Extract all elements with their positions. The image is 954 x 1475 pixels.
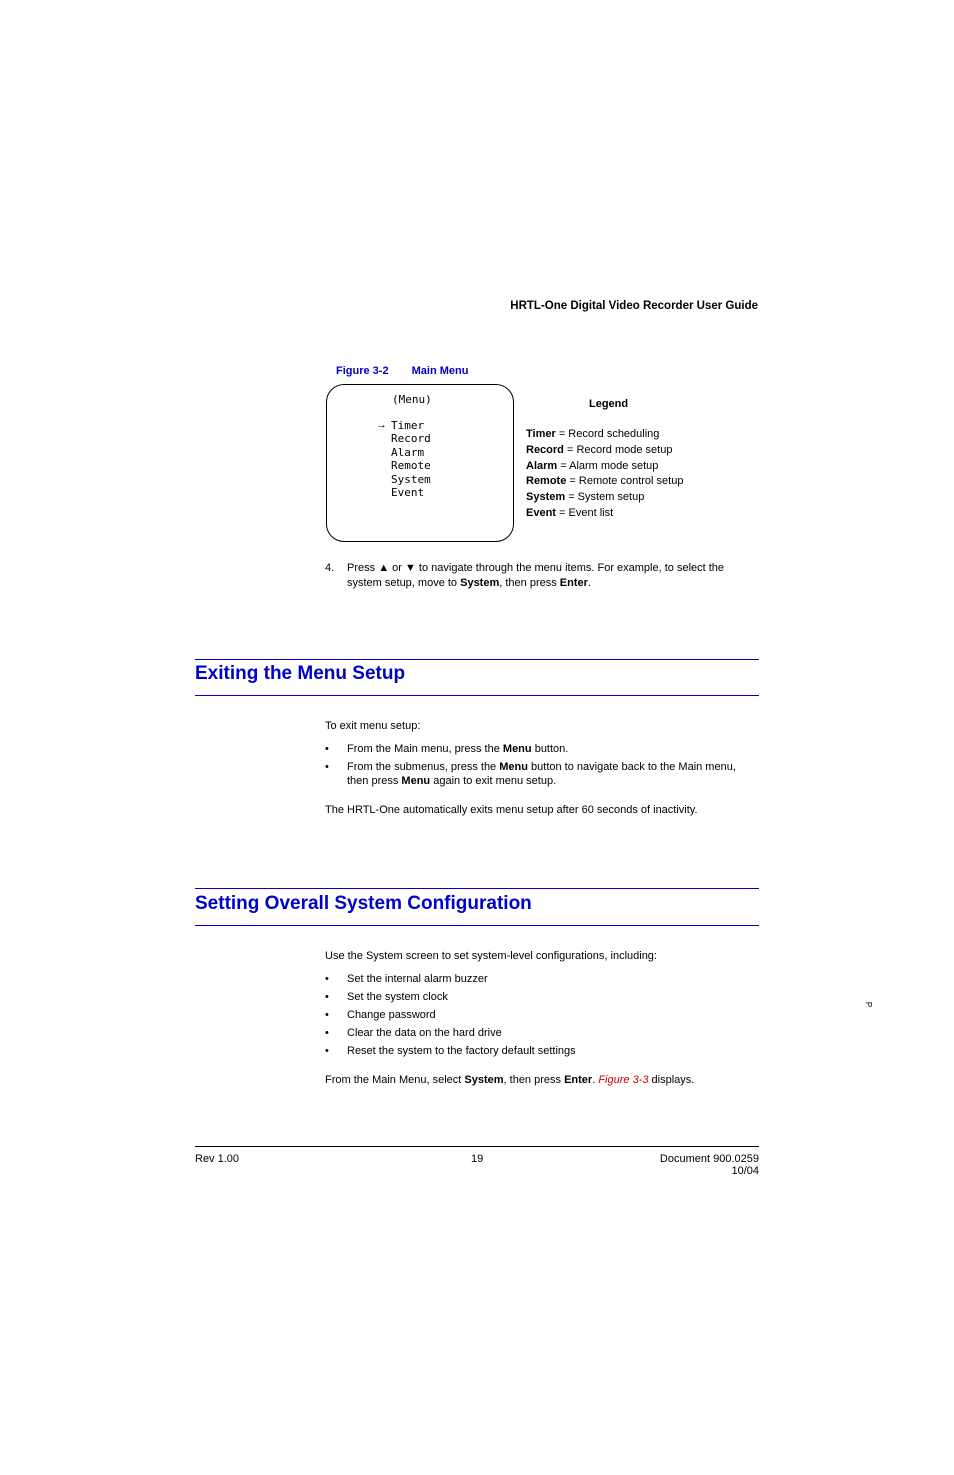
menu-item-event: Event xyxy=(391,486,425,500)
section1-closing: The HRTL-One automatically exits menu setup after 60 seconds of inactivity. xyxy=(325,804,698,816)
legend-list xyxy=(526,427,683,522)
legend-entry: Alarm = Alarm mode setup xyxy=(526,459,659,472)
step-4 xyxy=(325,561,745,591)
menu-item-remote: Remote xyxy=(391,459,431,473)
menu-item-list xyxy=(391,419,431,499)
menu-item-timer: Timer xyxy=(391,419,425,432)
document-number: Document 900.0259 xyxy=(659,1153,759,1165)
section-rule-bottom xyxy=(195,695,759,696)
section2-intro: Use the System screen to set system-level configurations, including: xyxy=(325,950,657,962)
menu-item-alarm: Alarm xyxy=(391,445,425,459)
section-title-system-config: Setting Overall System Configuration xyxy=(195,893,532,914)
document-date: 10/04 xyxy=(731,1165,759,1177)
figure-caption xyxy=(336,365,468,377)
list-item: • Change password xyxy=(325,1009,436,1021)
side-mark: P xyxy=(864,1001,874,1008)
running-header: HRTL-One Digital Video Recorder User Guide xyxy=(510,300,758,312)
arrow-right-icon: → xyxy=(376,419,387,431)
arrow-down-icon: ▼ xyxy=(404,562,416,574)
footer-rule xyxy=(195,1146,759,1147)
footer-document xyxy=(660,1153,759,1177)
list-item: • Set the internal alarm buzzer xyxy=(325,973,488,985)
step-number: 4. xyxy=(325,562,335,574)
list-item: • From the submenus, press the Menu button to navigate back to the Main menu, then press Menu again to exit menu setup. xyxy=(325,761,736,787)
figure-title: Main Menu xyxy=(411,365,469,377)
page-number: 19 xyxy=(471,1153,484,1165)
menu-item-record: Record xyxy=(391,432,431,446)
section-rule-top xyxy=(195,659,759,660)
section1-intro: To exit menu setup: xyxy=(325,720,421,732)
section-title-exiting: Exiting the Menu Setup xyxy=(195,663,406,684)
legend-title: Legend xyxy=(589,398,629,410)
legend-entry: Event = Event list xyxy=(526,506,614,519)
list-item: • From the Main menu, press the Menu button. xyxy=(325,743,569,755)
menu-item-system: System xyxy=(391,472,431,486)
section2-bullets xyxy=(325,972,755,1058)
step-text: Press ▲ or ▼ to navigate through the menu items. For example, to select the system setup, move to System, then press Enter. xyxy=(347,562,725,589)
footer-revision: Rev 1.00 xyxy=(195,1153,240,1165)
section1-bullets xyxy=(325,742,755,788)
legend-entry: Timer = Record scheduling xyxy=(526,428,660,440)
section2-closing: From the Main Menu, select System, then press Enter. Figure 3-3 displays. xyxy=(325,1074,695,1086)
legend-entry: System = System setup xyxy=(526,491,645,504)
figure-3-3-link[interactable]: Figure 3-3 xyxy=(598,1074,649,1086)
section-rule-bottom xyxy=(195,925,759,926)
list-item: • Clear the data on the hard drive xyxy=(325,1027,502,1039)
list-item: • Reset the system to the factory default settings xyxy=(325,1045,576,1057)
menu-screen-title: (Menu) xyxy=(392,393,432,406)
arrow-up-icon: ▲ xyxy=(378,562,390,574)
legend-entry: Record = Record mode setup xyxy=(526,443,673,456)
section-rule-top xyxy=(195,888,759,889)
legend-entry: Remote = Remote control setup xyxy=(526,475,684,488)
figure-number: Figure 3-2 xyxy=(336,365,389,377)
list-item: • Set the system clock xyxy=(325,991,448,1003)
